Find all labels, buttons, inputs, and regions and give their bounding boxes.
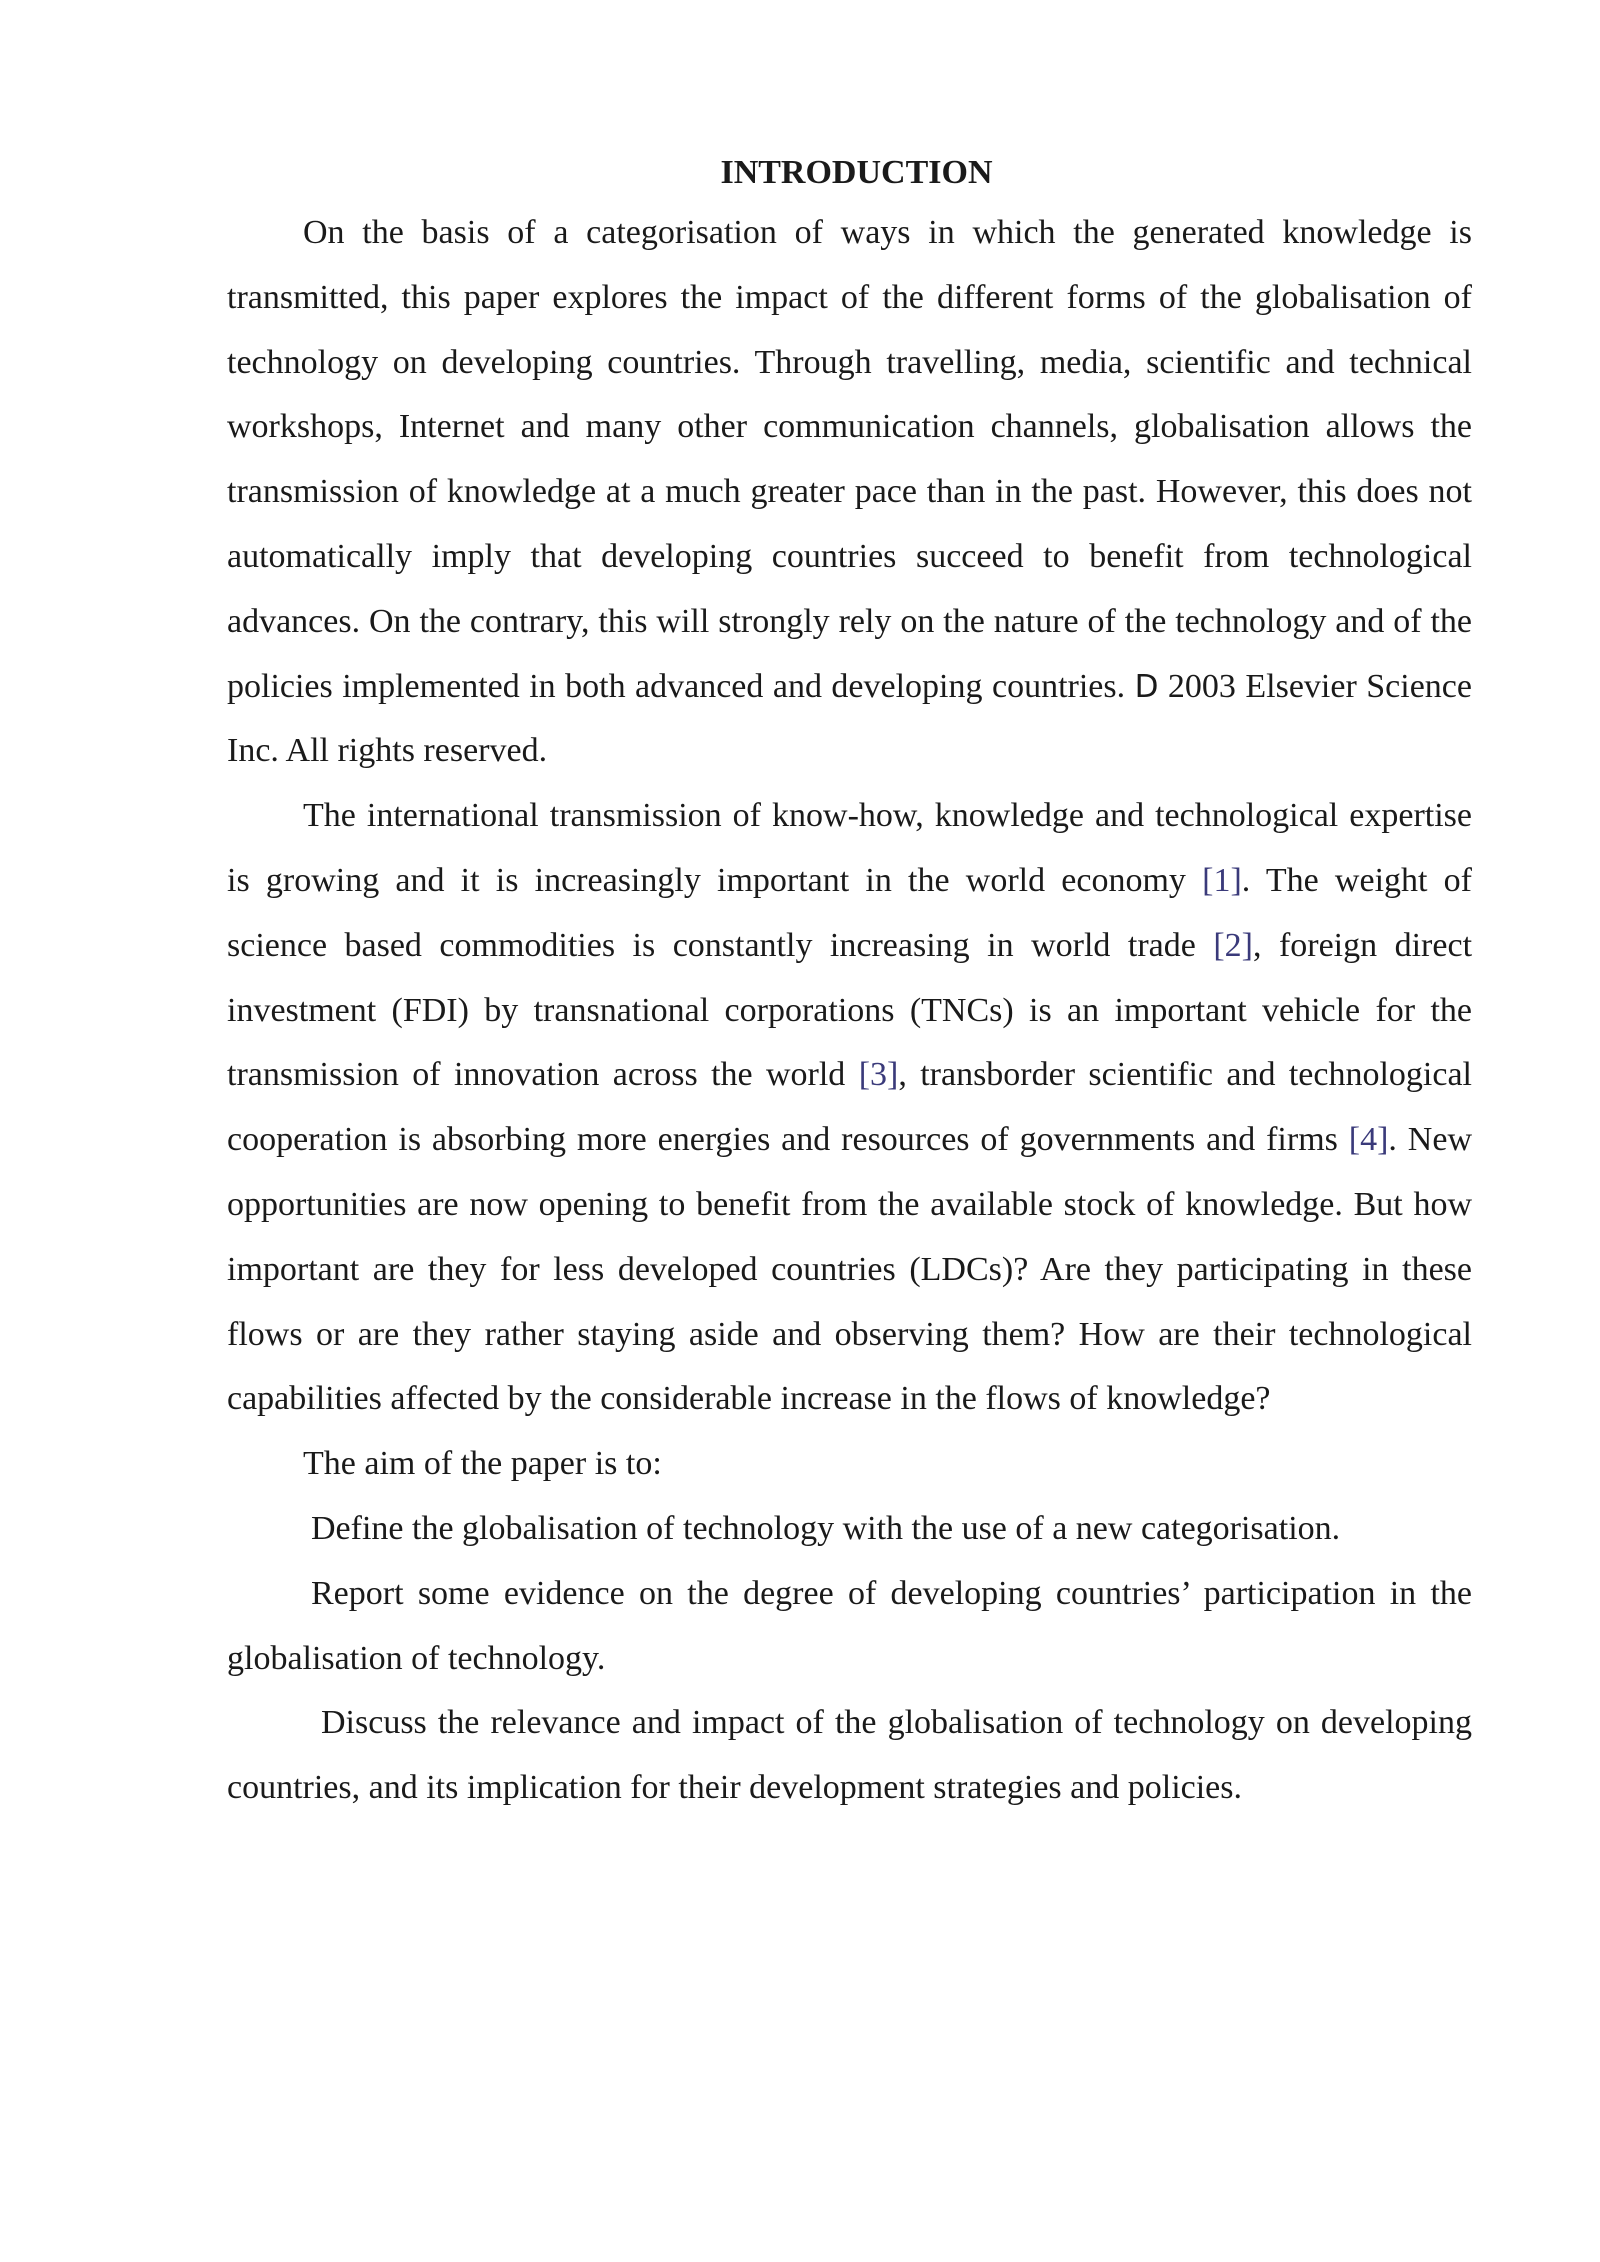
abstract-paragraph <box>227 201 1472 784</box>
citation-link-3[interactable]: [3] <box>858 1056 899 1094</box>
body-text-4: , transborder scientific and technological cooperation is absorbing more energies and resources of governments and firms <box>227 1056 1472 1159</box>
aim-item-3: Discuss the relevance and impact of the globalisation of technology on developing countries, and its implication for their development strategies and policies. <box>227 1704 1472 1807</box>
citation-link-4[interactable]: [4] <box>1348 1121 1389 1159</box>
aim-item-2: Report some evidence on the degree of developing countries’ participation in the globalisation of technology. <box>227 1574 1472 1677</box>
body-text-2: . The weight of science based commodities is constantly increasing in world trade <box>227 861 1472 964</box>
aim-item-1: Define the globalisation of technology with the use of a new categorisation. <box>311 1509 1341 1547</box>
aim-intro: The aim of the paper is to: <box>303 1445 662 1483</box>
body-text-3: , foreign direct investment (FDI) by transnational corporations (TNCs) is an important vehicle for the transmission of innovation across the world <box>227 926 1473 1094</box>
document-body <box>227 145 1472 1821</box>
abstract-text: On the basis of a categorisation of ways in which the generated knowledge is transmitted, this paper explores the impact of the different forms of the globalisation of technology on developing countries. Through travelling, media, scientific and technical workshops, Internet and many other communication channels, globalisation allows the transmission of knowledge at a much greater pace than in the past. However, this does not automatically imply that developing countries succeed to benefit from technological advances. On the contrary, this will strongly rely on the nature of the technology and of the policies implemented in both advanced and developing countries. <box>227 214 1472 705</box>
abstract-copyright-text: 2003 Elsevier Science Inc. All rights reserved. <box>227 667 1472 770</box>
body-paragraph <box>227 784 1472 1432</box>
body-text-1: The international transmission of know-how, knowledge and technological expertise is growing and it is increasingly important in the world economy <box>227 797 1472 899</box>
citation-link-1[interactable]: [1] <box>1202 861 1242 899</box>
body-text-5: . New opportunities are now opening to benefit from the available stock of knowledge. But how important are they for less developed countries (LDCs)? Are they participating in these flows or are they rather staying aside and observing them? How are their technological capabilities affected by the considerable increase in the flows of knowledge? <box>227 1121 1473 1418</box>
copyright-symbol: D <box>1134 668 1159 705</box>
citation-link-2[interactable]: [2] <box>1213 926 1253 964</box>
section-heading: INTRODUCTION <box>720 154 993 191</box>
